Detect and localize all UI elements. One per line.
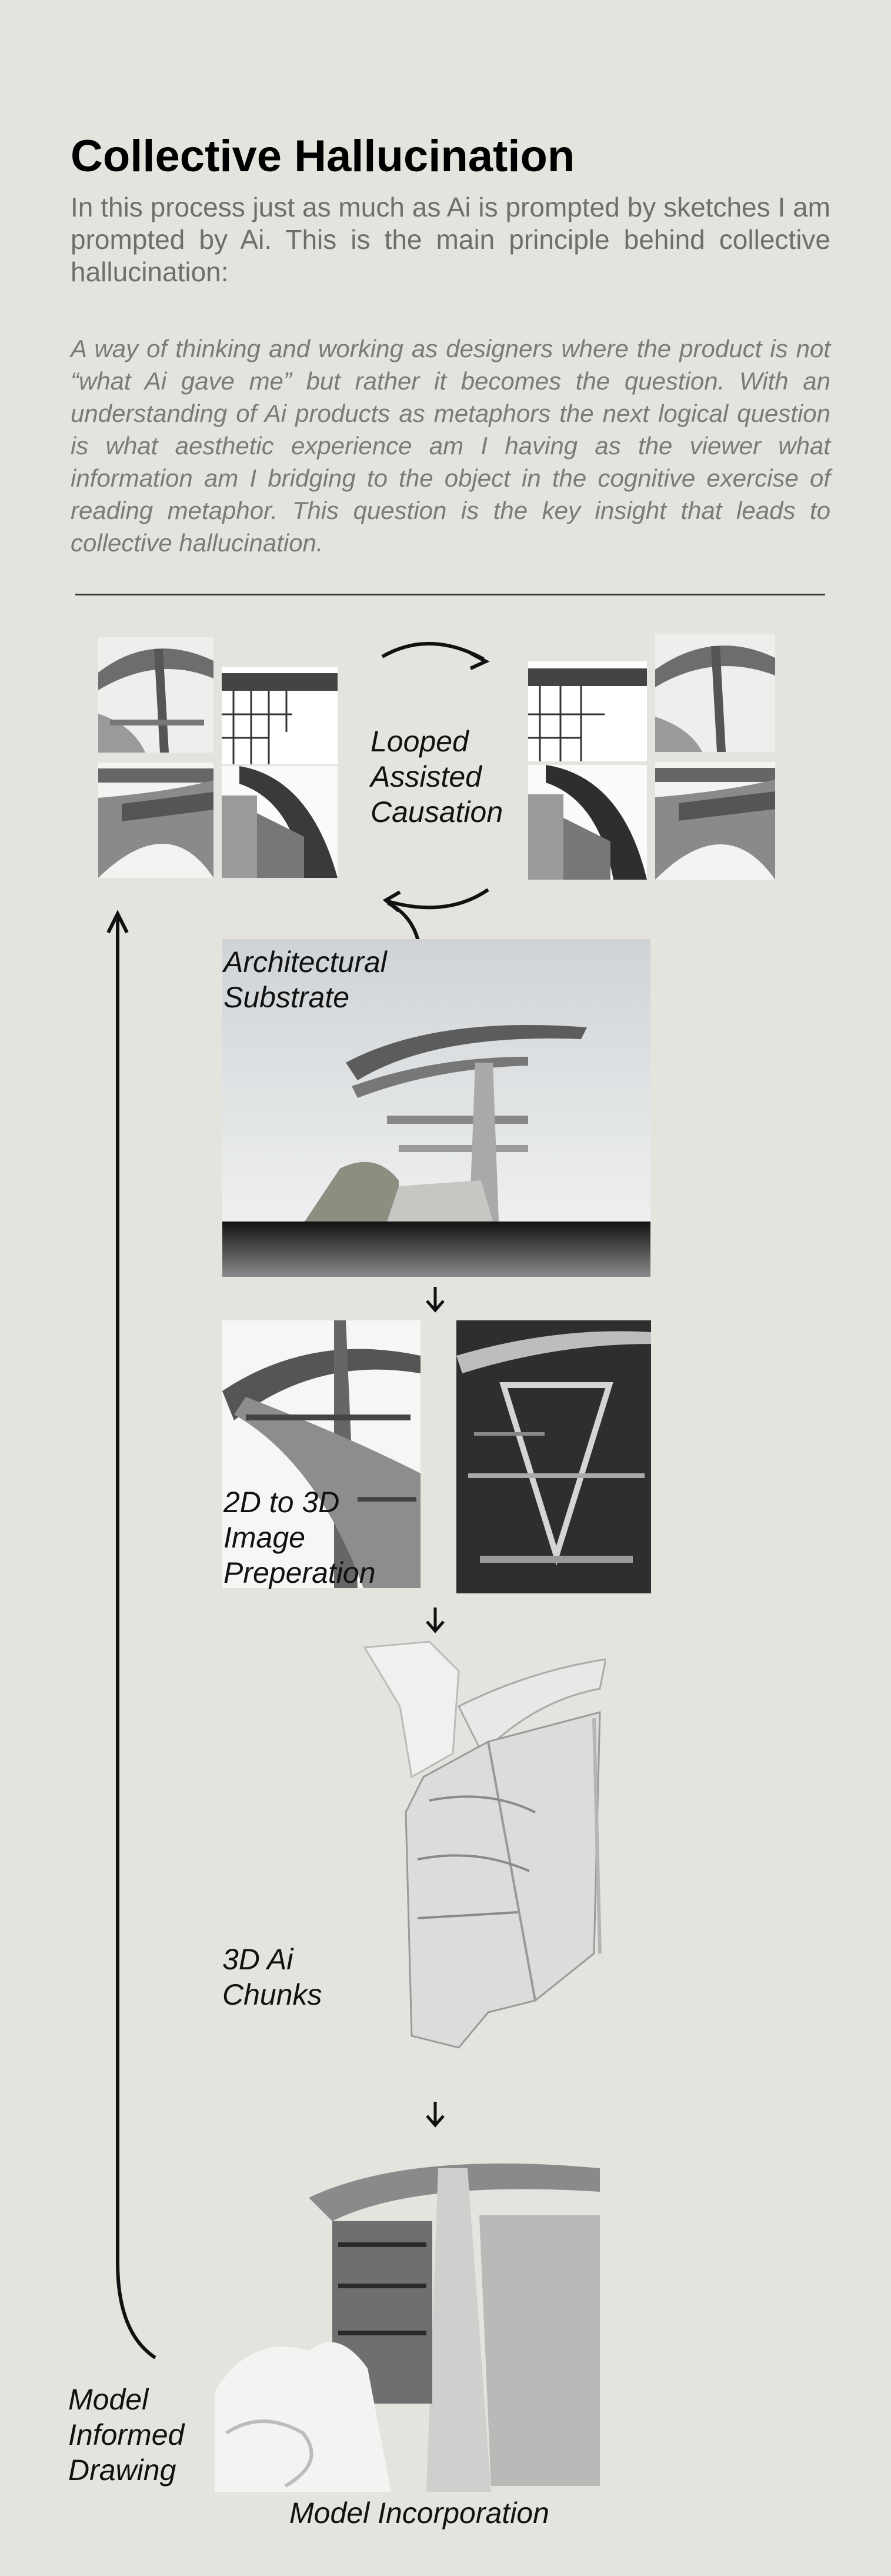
divider — [75, 594, 825, 595]
sketch-tile-left-bottom-b — [222, 766, 338, 878]
curved-arrow-icon — [376, 635, 494, 677]
label-architectural-substrate: Architectural Substrate — [223, 946, 387, 1014]
label-3d-ai-chunks: 3D Ai Chunks — [222, 1943, 322, 2011]
sketch-tile-left-top-b — [222, 667, 338, 764]
sketch-tile-right-bottom-b — [655, 762, 775, 880]
down-arrow-icon — [425, 2101, 446, 2128]
down-arrow-icon — [425, 1286, 446, 1313]
quote-paragraph: A way of thinking and working as designers where the product is not “what Ai gave me” but rather it becomes the question. With an understanding of Ai products as metaphors the next logical question is what aesthetic experience am I having as the viewer what information am I bridging to the object in the cognitive exercise of reading metaphor. This question is the key insight that leads to collective hallucination. — [71, 335, 830, 557]
model-incorporation-drawing — [215, 2156, 600, 2492]
sketch-tile-left-bottom-a — [98, 763, 213, 878]
image-preparation-dark-section — [456, 1320, 651, 1593]
curved-arrow-icon — [100, 909, 171, 2362]
label-model-incorporation: Model Incorporation — [289, 2497, 549, 2530]
label-2d-to-3d-image-preparation: 2D to 3D Image Preperation — [223, 1486, 376, 1589]
intro-paragraph: In this process just as much as Ai is prompted by sketches I am prompted by Ai. This is the main principle behind collective hallucination: — [71, 192, 830, 287]
down-arrow-icon — [425, 1606, 446, 1633]
sketch-tile-right-bottom-a — [528, 765, 647, 880]
sketch-tile-right-top-b — [655, 634, 775, 752]
3d-ai-chunk-model — [341, 1636, 606, 2071]
sketch-tile-left-top-a — [98, 637, 213, 753]
sketch-tile-right-top-a — [528, 661, 647, 761]
page-title: Collective Hallucination — [71, 131, 575, 181]
label-model-informed-drawing: Model Informed Drawing — [68, 2383, 185, 2487]
label-looped-assisted-causation: Looped Assisted Causation — [371, 725, 503, 828]
